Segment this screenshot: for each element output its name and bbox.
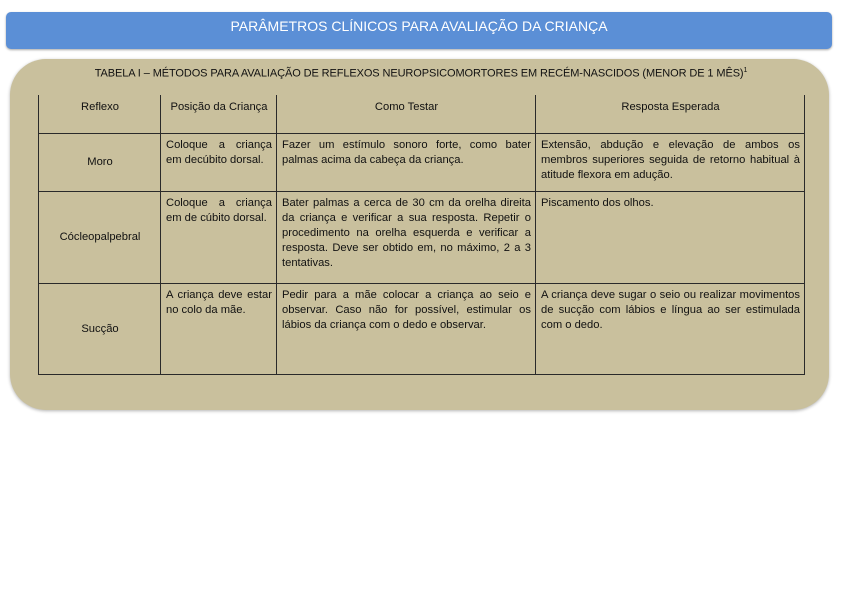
cell-posicao: A criança deve estar no colo da mãe. — [161, 283, 277, 374]
cell-resposta: Extensão, abdução e elevação de ambos os membros superiores seguida de retorno habitual à atitude flexora em adução. — [536, 133, 805, 191]
cell-reflexo: Cócleopalpebral — [39, 191, 161, 283]
column-header-posicao: Posição da Criança — [161, 95, 277, 133]
column-header-resposta: Resposta Esperada — [536, 95, 805, 133]
table-caption-text: TABELA I – MÉTODOS PARA AVALIAÇÃO DE REFLEXOS NEUROPSICOMORTORES EM RECÉM-NASCIDOS (MENOR DE 1 MÊS) — [94, 67, 744, 80]
cell-resposta: A criança deve sugar o seio ou realizar movimentos de sucção com lábios e língua ao ser estimulada com o dedo. — [536, 283, 805, 374]
page-title-banner — [6, 12, 832, 49]
table-row — [39, 191, 805, 283]
cell-resposta: Piscamento dos olhos. — [536, 191, 805, 283]
cell-como-testar: Fazer um estímulo sonoro forte, como bater palmas acima da cabeça da criança. — [277, 133, 536, 191]
cell-como-testar: Pedir para a mãe colocar a criança ao seio e observar. Caso não for possível, estimular os lábios da criança com o dedo e observar. — [277, 283, 536, 374]
table-row — [39, 283, 805, 374]
table-row — [39, 133, 805, 191]
column-header-reflexo: Reflexo — [39, 95, 161, 133]
table-caption — [0, 67, 842, 80]
cell-reflexo: Moro — [39, 133, 161, 191]
cell-posicao: Coloque a criança em de cúbito dorsal. — [161, 191, 277, 283]
column-header-como-testar: Como Testar — [277, 95, 536, 133]
reflexes-table — [38, 95, 805, 375]
cell-posicao: Coloque a criança em decúbito dorsal. — [161, 133, 277, 191]
cell-reflexo: Sucção — [39, 283, 161, 374]
cell-como-testar: Bater palmas a cerca de 30 cm da orelha direita da criança e verificar a sua resposta. Repetir o procedimento na orelha esquerda e verificar a resposta. Deve ser obtido em, no máximo, 2 a 3 tentativas. — [277, 191, 536, 283]
page-title: PARÂMETROS CLÍNICOS PARA AVALIAÇÃO DA CRIANÇA — [230, 18, 608, 34]
table-caption-footnote: 1 — [743, 67, 748, 74]
table-header-row — [39, 95, 805, 133]
